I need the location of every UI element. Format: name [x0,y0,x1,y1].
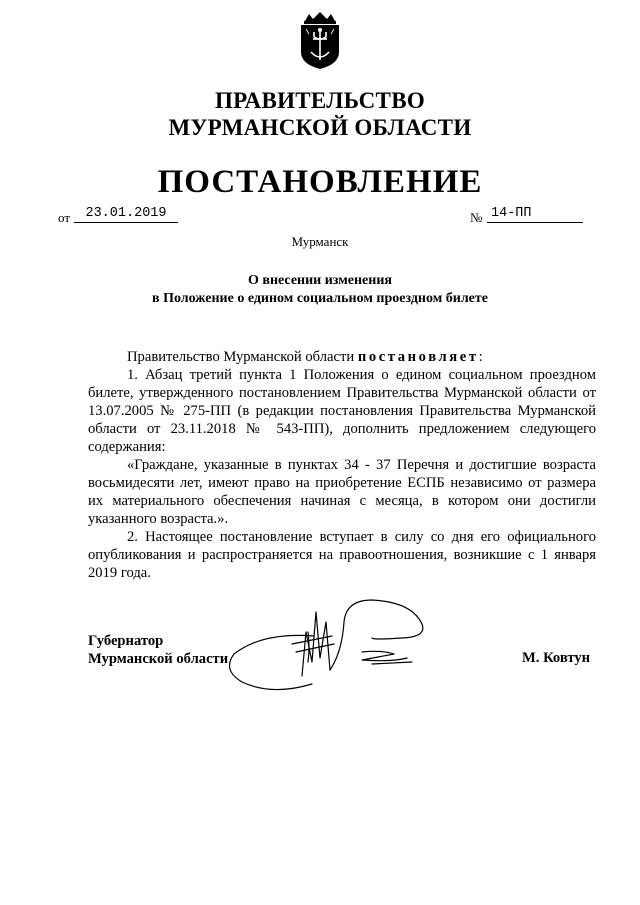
paragraph-2-text: 2. Настоящее постановление вступает в силу со дня его официального опубликования и распространяется на правоотношения, возникшие с 1 января 2019 года. [88,529,596,581]
document-type: ПОСТАНОВЛЕНИЕ [157,164,483,200]
signer-title-line1: Губернатор [88,633,164,649]
intro-suffix: : [478,349,483,365]
number-label: № [470,210,483,225]
quote-text: «Граждане, указанные в пунктах 34 - 37 Перечня и достигшие возраста восьмидесяти лет, имеют право на приобретение ЕСПБ независимо от размера их материального обеспечения начиная с месяца, в котором они достигли указанного возраста.». [88,457,596,527]
paragraph-1 [88,366,596,456]
city: Мурманск [291,234,349,249]
handwritten-signature-icon [222,592,482,704]
coat-of-arms-icon [297,12,343,70]
signer-title-line2: Мурманской области [88,651,229,667]
government-name-line1: ПРАВИТЕЛЬСТВО [214,88,426,113]
government-name-line2: МУРМАНСКОЙ ОБЛАСТИ [168,115,472,140]
quote-paragraph [88,456,596,528]
subject-line2: в Положение о едином социальном проездном билете [152,291,488,306]
intro-paragraph [88,348,596,366]
intro-prefix: Правительство Мурманской области [127,349,358,365]
document-number: 14-ПП [487,206,583,223]
paragraph-2 [88,528,596,582]
signer-name: М. Ковтун [522,650,591,666]
intro-verb: постановляет [357,349,479,365]
paragraph-1-text: 1. Абзац третий пункта 1 Положения о едином социальном проездном билете, утвержденного постановлением Правительства Мурманской области от 13.07.2005 № 275-ПП (в редакции постановления Правительства Мурманской области от 23.11.2018 № 543-ПП), дополнить предложением следующего содержания: [88,367,596,455]
date-label: от [58,210,71,225]
document-date: 23.01.2019 [74,206,178,223]
subject-line1: О внесении изменения [248,273,392,288]
